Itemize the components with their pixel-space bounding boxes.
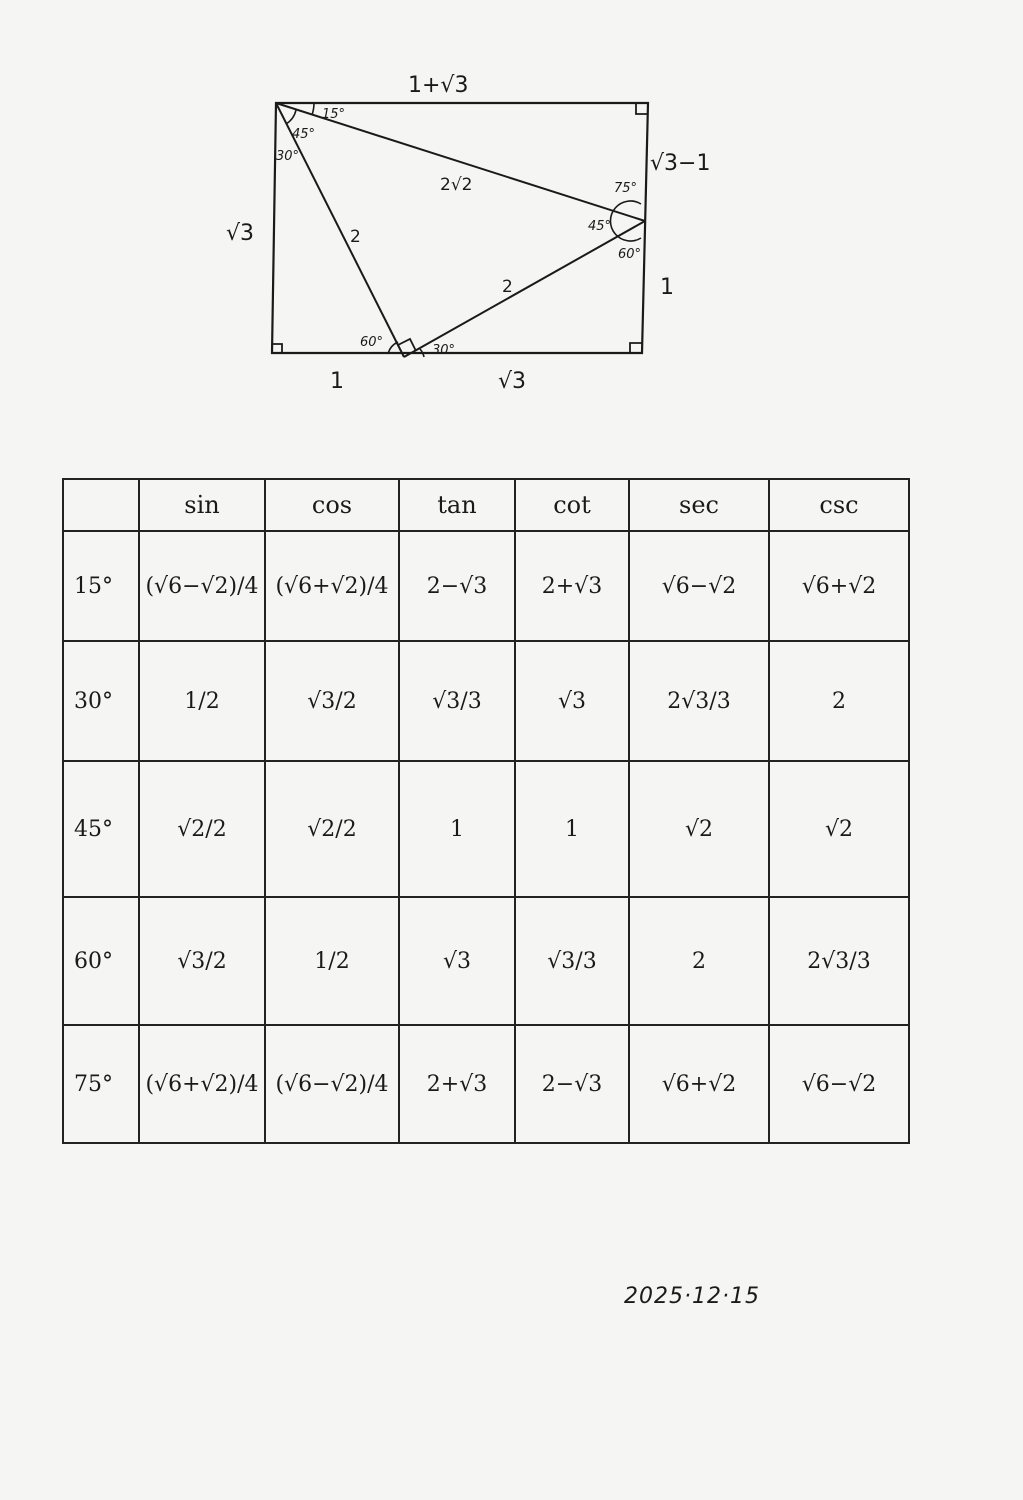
row-angle: 60° xyxy=(63,897,139,1025)
cell-cos: (√6−√2)/4 xyxy=(265,1025,399,1143)
cell-cot: 2+√3 xyxy=(515,531,629,641)
label-angle-right-60: 60° xyxy=(618,247,642,262)
label-angle-right-75: 75° xyxy=(614,181,638,196)
label-right-upper-side: √3−1 xyxy=(650,151,711,176)
cell-sec: √2 xyxy=(629,761,769,897)
cell-tan: √3/3 xyxy=(399,641,515,761)
cell-csc: √6−√2 xyxy=(769,1025,909,1143)
date-label: 2025·12·15 xyxy=(624,1284,760,1309)
label-angle-right-45: 45° xyxy=(588,219,612,234)
label-angle-top-45: 45° xyxy=(292,127,316,142)
label-angle-top-15: 15° xyxy=(322,107,346,122)
table-row xyxy=(63,761,909,897)
trig-diagram xyxy=(0,0,1023,430)
header-cos: cos xyxy=(265,479,399,531)
cell-tan: 1 xyxy=(399,761,515,897)
cell-csc: 2√3/3 xyxy=(769,897,909,1025)
cell-csc: √2 xyxy=(769,761,909,897)
cell-cot: 1 xyxy=(515,761,629,897)
cell-tan: √3 xyxy=(399,897,515,1025)
cell-csc: √6+√2 xyxy=(769,531,909,641)
cell-cot: √3/3 xyxy=(515,897,629,1025)
row-angle: 15° xyxy=(63,531,139,641)
cell-cot: 2−√3 xyxy=(515,1025,629,1143)
label-top-side: 1+√3 xyxy=(408,73,469,98)
cell-csc: 2 xyxy=(769,641,909,761)
table-row xyxy=(63,641,909,761)
label-bottom-left-side: 1 xyxy=(330,369,344,394)
right-angle-mark-top-right xyxy=(636,103,648,114)
header-csc: csc xyxy=(769,479,909,531)
right-angle-mark-bottom-left xyxy=(272,344,282,353)
table-row xyxy=(63,531,909,641)
label-bottom-right-side: √3 xyxy=(498,369,527,394)
cell-sin: √2/2 xyxy=(139,761,265,897)
table-row xyxy=(63,1025,909,1143)
right-angle-mark-bottom-right xyxy=(630,343,642,353)
label-hypotenuse: 2√2 xyxy=(440,175,473,195)
cell-cos: √2/2 xyxy=(265,761,399,897)
label-right-leg: 2 xyxy=(502,277,513,297)
cell-cos: √3/2 xyxy=(265,641,399,761)
cell-sec: 2√3/3 xyxy=(629,641,769,761)
cell-sin: 1/2 xyxy=(139,641,265,761)
header-tan: tan xyxy=(399,479,515,531)
cell-sin: √3/2 xyxy=(139,897,265,1025)
cell-sec: 2 xyxy=(629,897,769,1025)
row-angle: 45° xyxy=(63,761,139,897)
label-left-leg: 2 xyxy=(350,227,361,247)
header-corner xyxy=(63,479,139,531)
row-angle: 30° xyxy=(63,641,139,761)
angle-arc-top-45 xyxy=(286,110,296,124)
header-sin: sin xyxy=(139,479,265,531)
label-right-lower-side: 1 xyxy=(660,275,674,300)
table-row xyxy=(63,897,909,1025)
header-cot: cot xyxy=(515,479,629,531)
cell-cot: √3 xyxy=(515,641,629,761)
trig-values-table xyxy=(62,478,910,1144)
cell-cos: 1/2 xyxy=(265,897,399,1025)
cell-sin: (√6−√2)/4 xyxy=(139,531,265,641)
label-left-side: √3 xyxy=(226,221,255,246)
cell-sec: √6+√2 xyxy=(629,1025,769,1143)
cell-tan: 2−√3 xyxy=(399,531,515,641)
cell-sin: (√6+√2)/4 xyxy=(139,1025,265,1143)
label-angle-top-30: 30° xyxy=(276,149,300,164)
right-leg-line xyxy=(404,221,645,357)
angle-arc-right xyxy=(610,201,641,241)
cell-tan: 2+√3 xyxy=(399,1025,515,1143)
angle-arc-top-15 xyxy=(312,103,314,115)
cell-cos: (√6+√2)/4 xyxy=(265,531,399,641)
label-angle-bottom-60: 60° xyxy=(360,335,384,350)
label-angle-bottom-30: 30° xyxy=(432,343,456,358)
table-header-row xyxy=(63,479,909,531)
cell-sec: √6−√2 xyxy=(629,531,769,641)
header-sec: sec xyxy=(629,479,769,531)
row-angle: 75° xyxy=(63,1025,139,1143)
